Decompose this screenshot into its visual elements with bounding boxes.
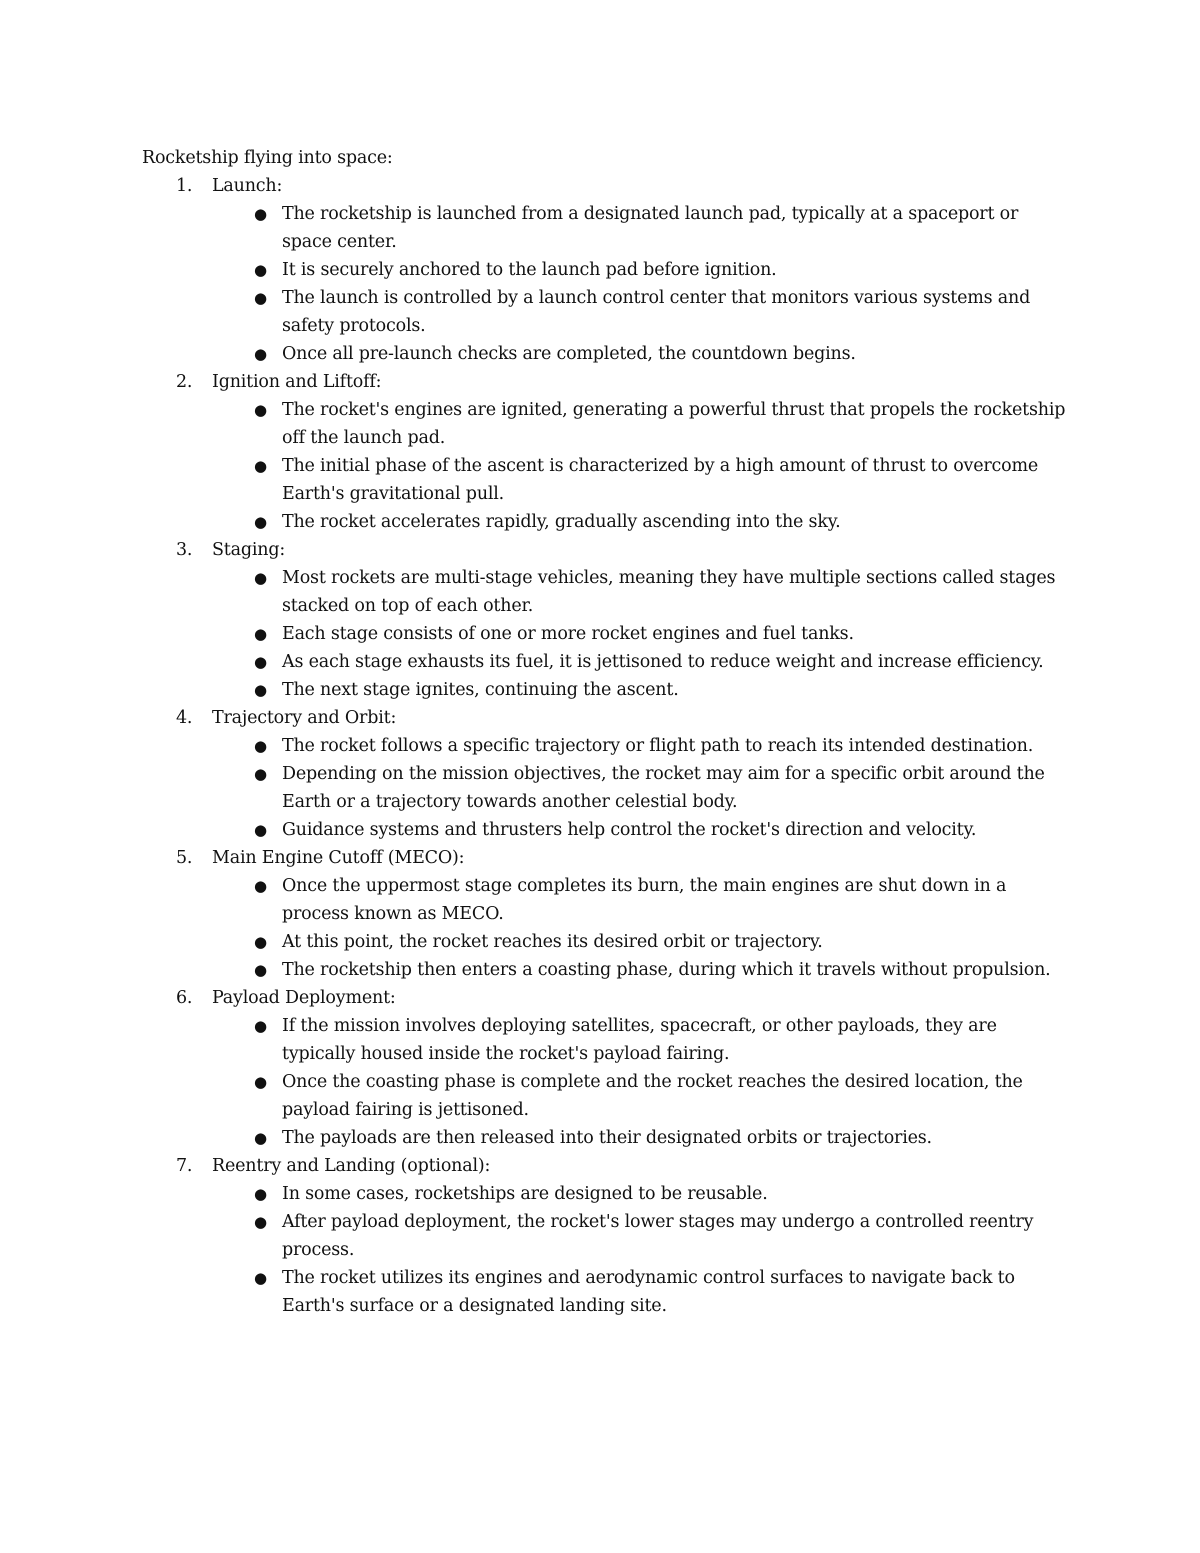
bullet-dot-icon: ●	[254, 457, 267, 475]
bullet-text: The rocketship is launched from a designated launch pad, typically at a spaceport or space center.	[282, 204, 1019, 252]
section-number: 2.	[176, 372, 193, 392]
bullet-list	[212, 872, 1072, 984]
bullet-item	[142, 1180, 1072, 1208]
bullet-dot-icon: ●	[254, 1213, 267, 1231]
bullet-text: The rocket utilizes its engines and aerodynamic control surfaces to navigate back to Earth's surface or a designated landing site.	[282, 1268, 1015, 1316]
bullet-item	[142, 396, 1072, 452]
section-item	[142, 368, 1072, 536]
bullet-dot-icon: ●	[254, 737, 267, 755]
bullet-dot-icon: ●	[254, 765, 267, 783]
bullet-item	[142, 956, 1072, 984]
bullet-list	[212, 1180, 1072, 1320]
bullet-dot-icon: ●	[254, 1185, 267, 1203]
section-number: 4.	[176, 708, 193, 728]
bullet-list	[212, 200, 1072, 368]
bullet-text: The rocket accelerates rapidly, gradually ascending into the sky.	[282, 512, 841, 532]
bullet-dot-icon: ●	[254, 1017, 267, 1035]
bullet-text: The rocket follows a specific trajectory or flight path to reach its intended destination.	[282, 736, 1034, 756]
bullet-text: The next stage ignites, continuing the ascent.	[282, 680, 679, 700]
bullet-list	[212, 396, 1072, 536]
bullet-dot-icon: ●	[254, 681, 267, 699]
document-body	[142, 144, 1072, 1320]
bullet-text: Once the uppermost stage completes its burn, the main engines are shut down in a process known as MECO.	[282, 876, 1007, 924]
section-title: Ignition and Liftoff:	[212, 372, 382, 392]
section-number: 6.	[176, 988, 193, 1008]
section-number: 3.	[176, 540, 193, 560]
bullet-dot-icon: ●	[254, 205, 267, 223]
bullet-item	[142, 760, 1072, 816]
bullet-text: After payload deployment, the rocket's lower stages may undergo a controlled reentry process.	[282, 1212, 1034, 1260]
bullet-item	[142, 1012, 1072, 1068]
bullet-item	[142, 1068, 1072, 1124]
bullet-item	[142, 508, 1072, 536]
section-item	[142, 536, 1072, 704]
section-item	[142, 1152, 1072, 1320]
bullet-item	[142, 564, 1072, 620]
bullet-list	[212, 564, 1072, 704]
bullet-text: The rocket's engines are ignited, generating a powerful thrust that propels the rocketship off the launch pad.	[282, 400, 1066, 448]
bullet-item	[142, 1264, 1072, 1320]
section-title: Launch:	[212, 176, 283, 196]
bullet-dot-icon: ●	[254, 821, 267, 839]
bullet-text: The rocketship then enters a coasting phase, during which it travels without propulsion.	[282, 960, 1051, 980]
bullet-item	[142, 872, 1072, 928]
bullet-item	[142, 648, 1072, 676]
bullet-item	[142, 452, 1072, 508]
bullet-dot-icon: ●	[254, 1073, 267, 1091]
bullet-item	[142, 256, 1072, 284]
section-item	[142, 984, 1072, 1152]
bullet-dot-icon: ●	[254, 961, 267, 979]
bullet-text: The launch is controlled by a launch control center that monitors various systems and safety protocols.	[282, 288, 1031, 336]
bullet-text: At this point, the rocket reaches its desired orbit or trajectory.	[282, 932, 823, 952]
bullet-text: Most rockets are multi-stage vehicles, meaning they have multiple sections called stages stacked on top of each other.	[282, 568, 1056, 616]
bullet-item	[142, 620, 1072, 648]
section-item	[142, 172, 1072, 368]
bullet-text: In some cases, rocketships are designed to be reusable.	[282, 1184, 768, 1204]
section-item	[142, 844, 1072, 984]
bullet-item	[142, 284, 1072, 340]
document-title: Rocketship flying into space:	[142, 148, 393, 168]
bullet-dot-icon: ●	[254, 289, 267, 307]
section-title: Payload Deployment:	[212, 988, 396, 1008]
bullet-item	[142, 676, 1072, 704]
bullet-text: The initial phase of the ascent is characterized by a high amount of thrust to overcome Earth's gravitational pull.	[282, 456, 1039, 504]
bullet-text: If the mission involves deploying satellites, spacecraft, or other payloads, they are typically housed inside the rocket's payload fairing.	[282, 1016, 997, 1064]
bullet-dot-icon: ●	[254, 261, 267, 279]
bullet-item	[142, 340, 1072, 368]
bullet-dot-icon: ●	[254, 569, 267, 587]
bullet-text: Once all pre-launch checks are completed, the countdown begins.	[282, 344, 856, 364]
bullet-dot-icon: ●	[254, 513, 267, 531]
section-list	[142, 172, 1072, 1320]
section-title: Main Engine Cutoff (MECO):	[212, 848, 465, 868]
bullet-item	[142, 1124, 1072, 1152]
bullet-dot-icon: ●	[254, 933, 267, 951]
section-title: Trajectory and Orbit:	[212, 708, 397, 728]
bullet-dot-icon: ●	[254, 1269, 267, 1287]
bullet-item	[142, 928, 1072, 956]
section-title: Staging:	[212, 540, 286, 560]
section-item	[142, 704, 1072, 844]
bullet-dot-icon: ●	[254, 1129, 267, 1147]
bullet-text: As each stage exhausts its fuel, it is jettisoned to reduce weight and increase efficiency.	[282, 652, 1044, 672]
bullet-dot-icon: ●	[254, 653, 267, 671]
bullet-list	[212, 732, 1072, 844]
bullet-text: Each stage consists of one or more rocket engines and fuel tanks.	[282, 624, 854, 644]
section-number: 1.	[176, 176, 193, 196]
bullet-item	[142, 816, 1072, 844]
bullet-item	[142, 1208, 1072, 1264]
bullet-list	[212, 1012, 1072, 1152]
bullet-text: Once the coasting phase is complete and the rocket reaches the desired location, the payload fairing is jettisoned.	[282, 1072, 1023, 1120]
bullet-text: It is securely anchored to the launch pad before ignition.	[282, 260, 777, 280]
bullet-dot-icon: ●	[254, 345, 267, 363]
bullet-text: Depending on the mission objectives, the rocket may aim for a specific orbit around the Earth or a trajectory towards another celestial body.	[282, 764, 1045, 812]
bullet-dot-icon: ●	[254, 625, 267, 643]
section-number: 5.	[176, 848, 193, 868]
bullet-text: The payloads are then released into their designated orbits or trajectories.	[282, 1128, 932, 1148]
bullet-dot-icon: ●	[254, 877, 267, 895]
bullet-dot-icon: ●	[254, 401, 267, 419]
section-number: 7.	[176, 1156, 193, 1176]
bullet-item	[142, 732, 1072, 760]
bullet-text: Guidance systems and thrusters help control the rocket's direction and velocity.	[282, 820, 977, 840]
bullet-item	[142, 200, 1072, 256]
section-title: Reentry and Landing (optional):	[212, 1156, 491, 1176]
